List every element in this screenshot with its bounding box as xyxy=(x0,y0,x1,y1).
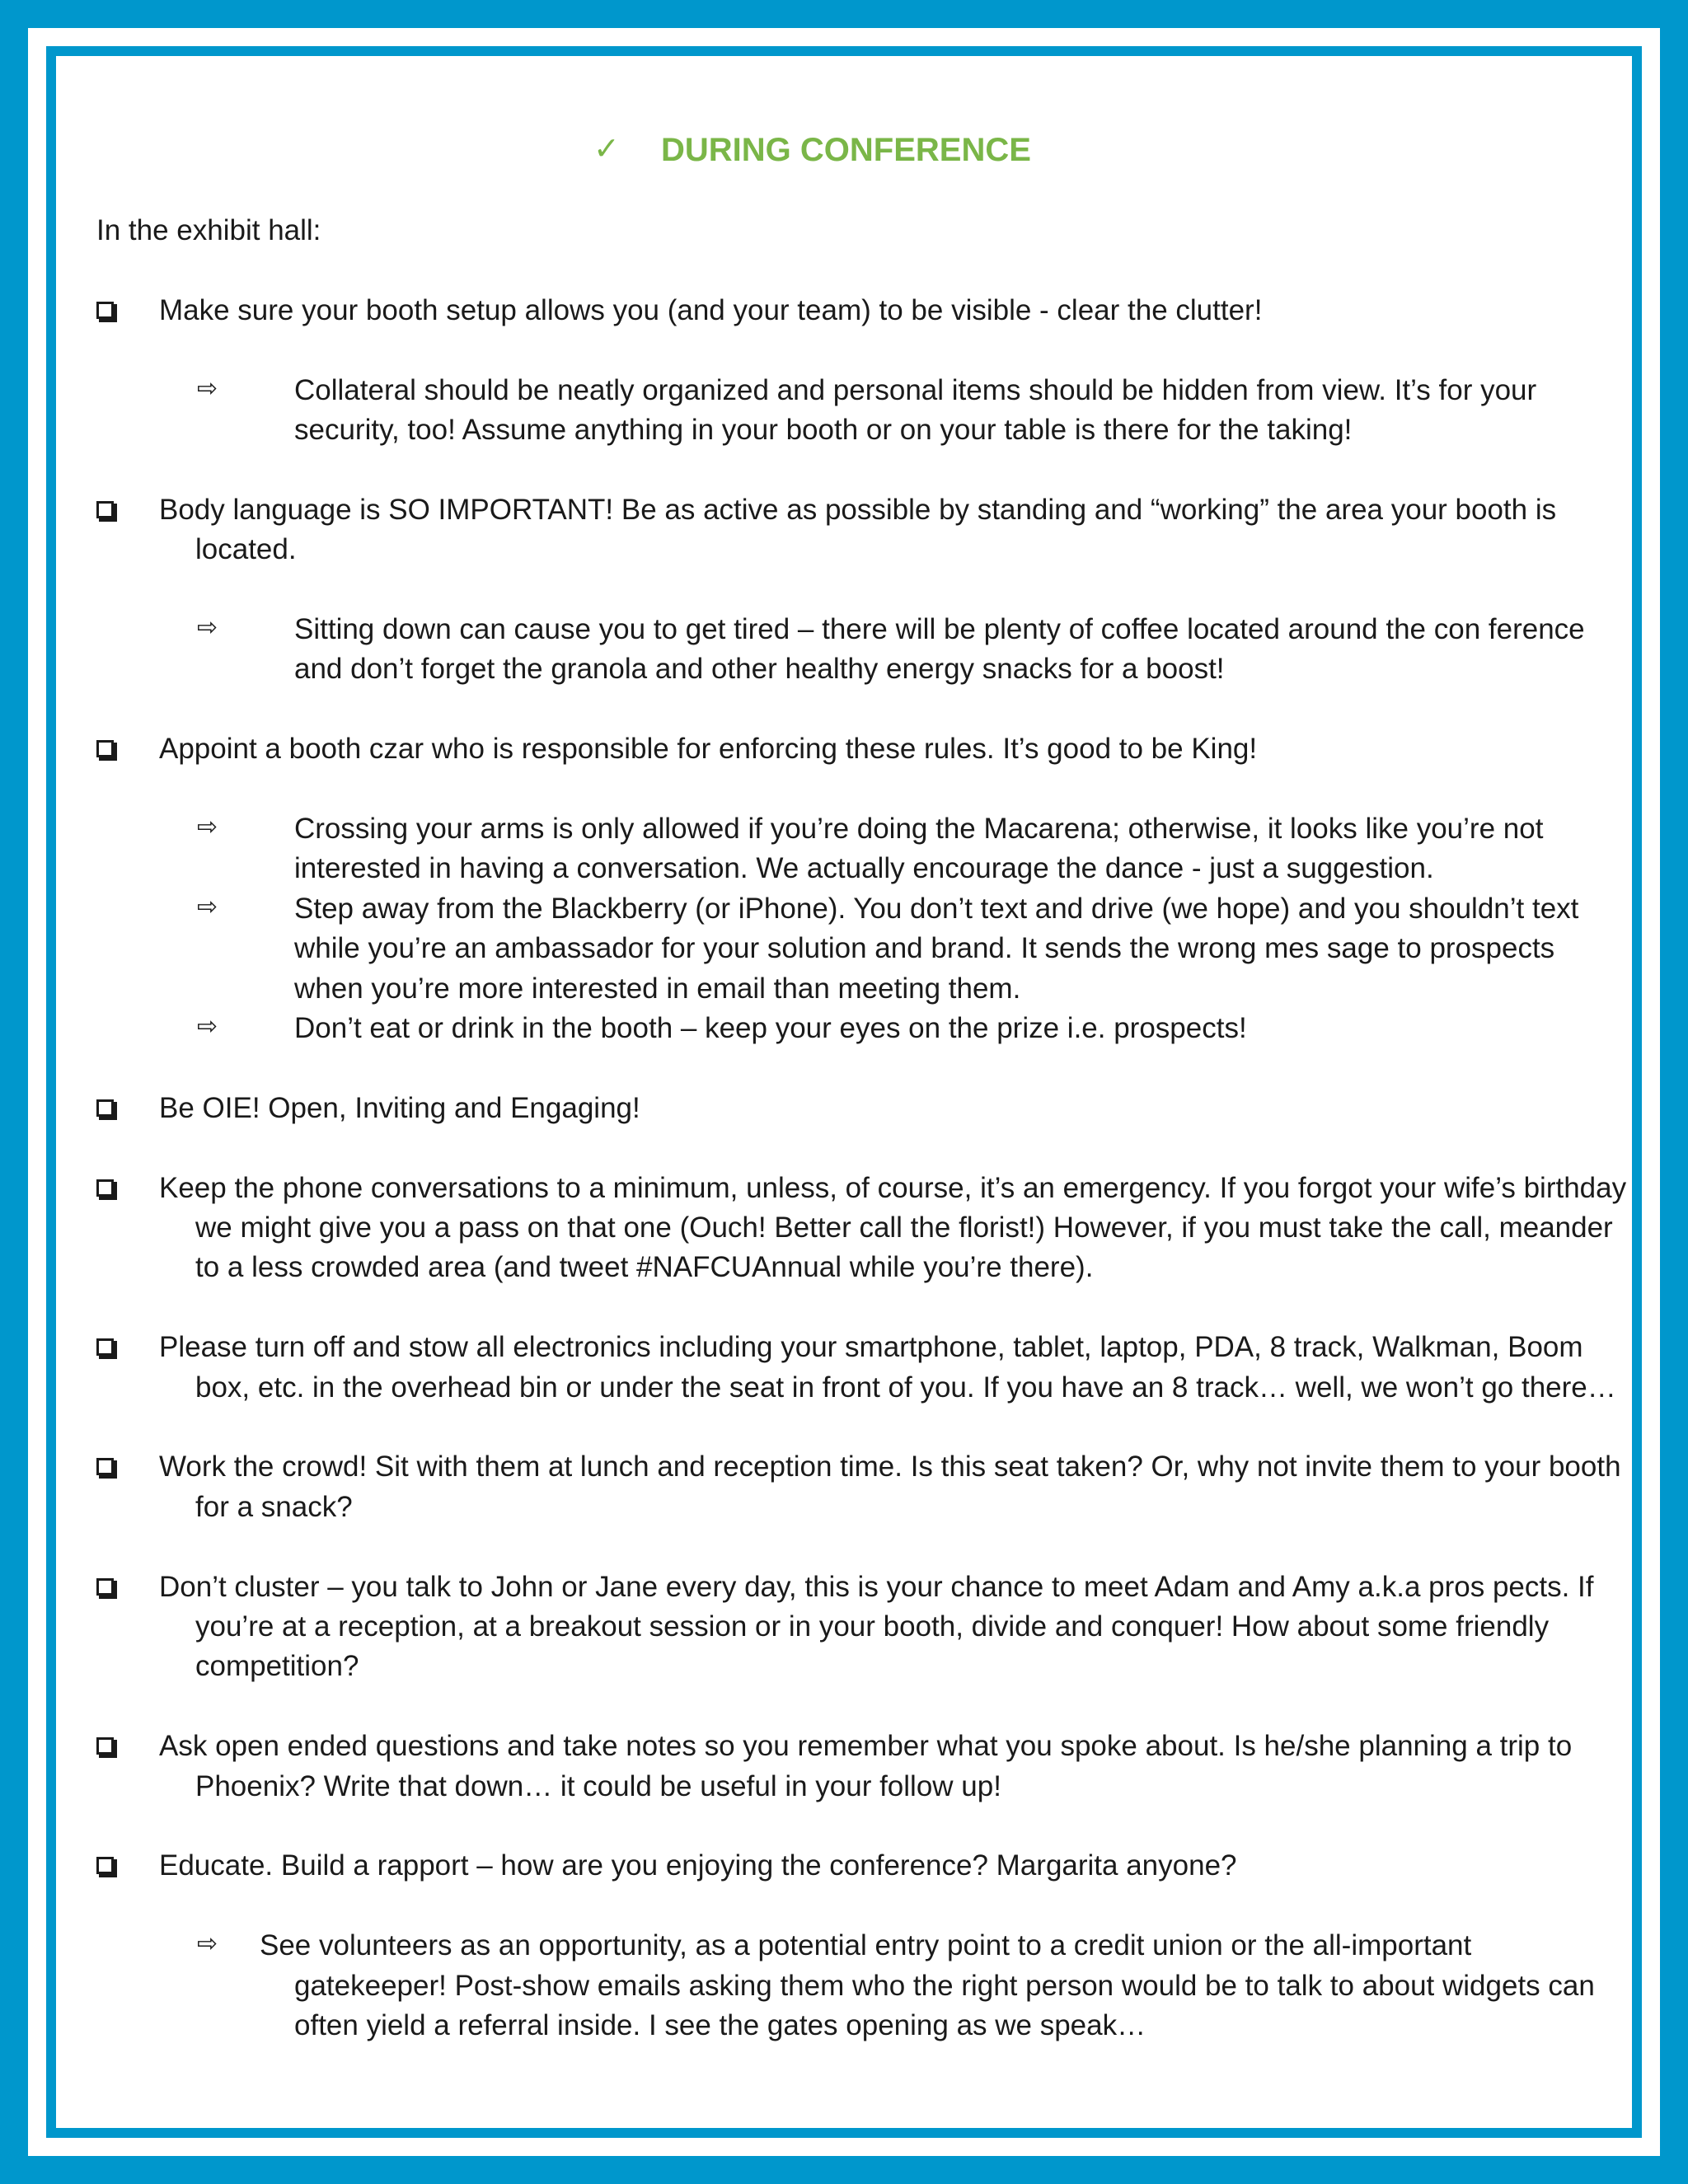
document-page xyxy=(56,56,1632,2128)
sub-item-text: Collateral should be neatly organized and personal items should be hidden from view. It’s for your security, too! Assume anything in your booth or on your table is there for the taking! xyxy=(294,373,1537,446)
sub-item-text: See volunteers as an opportunity, as a potential entry point to a credit union or the all-important gatekeeper! Post-show emails asking them who the right person would be to talk to about widgets can often yield a referral inside. I see the gates opening as we speak… xyxy=(260,1929,1595,2042)
checklist-item xyxy=(96,1727,1629,1807)
arrow-right-icon: ⇨ xyxy=(197,1929,218,1959)
section-heading xyxy=(56,127,1632,193)
checkmark-icon: ✓ xyxy=(593,130,620,166)
checklist-item xyxy=(96,1846,1629,1886)
arrow-right-icon: ⇨ xyxy=(197,612,218,642)
checklist-item xyxy=(96,729,1629,769)
checklist-item-text: Appoint a booth czar who is responsible for enforcing these rules. It’s good to be King! xyxy=(159,733,1258,766)
checklist-content xyxy=(96,211,1629,2086)
checkbox-icon xyxy=(96,1857,114,1874)
sub-item-text: Step away from the Blackberry (or iPhone). You don’t text and drive (we hope) and you shouldn’t text while you’re an ambassador for your solution and brand. It sends the wrong mes sage to prospects when you’re more interested in email than meeting them. xyxy=(294,892,1579,1005)
sub-item xyxy=(96,889,1629,1009)
arrow-right-icon: ⇨ xyxy=(197,892,218,921)
checkbox-icon xyxy=(96,740,114,757)
checklist-item-text: Be OIE! Open, Inviting and Engaging! xyxy=(159,1091,640,1124)
intro-text: In the exhibit hall: xyxy=(96,214,321,246)
sub-item xyxy=(96,1009,1629,1048)
sub-item-text: Don’t eat or drink in the booth – keep your eyes on the prize i.e. prospects! xyxy=(294,1012,1247,1045)
sub-item-text: Sitting down can cause you to get tired – there will be plenty of coffee located around the con ference and don’t forget the granola and other healthy energy snacks for a boost! xyxy=(294,612,1585,686)
heading-title: DURING CONFERENCE xyxy=(661,132,1031,168)
sub-item xyxy=(96,809,1629,889)
checklist-item-text: Keep the phone conversations to a minimum, unless, of course, it’s an emergency. If you forgot your wife’s birthday we might give you a pass on that one (Ouch! Better call the florist!) However, if you must take the call, meander to a less crowded area (and tweet #NAFCUAnnual while you’re there). xyxy=(159,1171,1627,1284)
sub-item-text: Crossing your arms is only allowed if you’re doing the Macarena; otherwise, it looks like you’re not interested in having a conversation. We actually encourage the dance - just a suggestion. xyxy=(294,812,1544,885)
checkbox-icon xyxy=(96,1737,114,1755)
checklist-item-text: Don’t cluster – you talk to John or Jane every day, this is your chance to meet Adam and Amy a.k.a pros pects. If you’re at a reception, at a breakout session or in your booth, divide and conquer! How about some friendly competition? xyxy=(159,1570,1594,1683)
checkbox-icon xyxy=(96,1099,114,1117)
checkbox-icon xyxy=(96,1179,114,1197)
checklist-item xyxy=(96,1447,1629,1527)
sub-list xyxy=(96,809,1629,1048)
arrow-right-icon: ⇨ xyxy=(197,812,218,841)
checklist-item xyxy=(96,1328,1629,1408)
sub-item xyxy=(96,610,1629,690)
checkbox-icon xyxy=(96,302,114,319)
checklist-item-text: Work the crowd! Sit with them at lunch and reception time. Is this seat taken? Or, why not invite them to your booth for a snack? xyxy=(159,1451,1621,1523)
sub-item xyxy=(96,371,1629,451)
checklist-item-text: Body language is SO IMPORTANT! Be as active as possible by standing and “working” the area your booth is located. xyxy=(159,493,1557,566)
checkbox-icon xyxy=(96,501,114,518)
arrow-right-icon: ⇨ xyxy=(197,373,218,403)
checklist-item-text: Ask open ended questions and take notes so you remember what you spoke about. Is he/she planning a trip to Phoenix? Write that down… it could be useful in your follow up! xyxy=(159,1730,1573,1802)
checklist-item xyxy=(96,291,1629,330)
sub-list xyxy=(96,1926,1629,2046)
checklist-item xyxy=(96,1169,1629,1288)
checklist-item xyxy=(96,1568,1629,1687)
sub-item xyxy=(96,1926,1629,2046)
checklist-item-text: Make sure your booth setup allows you (and your team) to be visible - clear the clutter! xyxy=(159,293,1263,326)
checklist-item-text: Please turn off and stow all electronics including your smartphone, tablet, laptop, PDA, 8 track, Walkman, Boom box, etc. in the overhead bin or under the seat in front of you. If you have an 8 track… well, we won’t go there… xyxy=(159,1331,1616,1404)
checkbox-icon xyxy=(96,1578,114,1596)
checkbox-icon xyxy=(96,1338,114,1356)
checklist-item-text: Educate. Build a rapport – how are you enjoying the conference? Margarita anyone? xyxy=(159,1849,1237,1882)
arrow-right-icon: ⇨ xyxy=(197,1012,218,1042)
checklist-item xyxy=(96,1089,1629,1128)
sub-list xyxy=(96,371,1629,451)
checkbox-icon xyxy=(96,1458,114,1475)
sub-list xyxy=(96,610,1629,690)
checklist-item xyxy=(96,490,1629,570)
